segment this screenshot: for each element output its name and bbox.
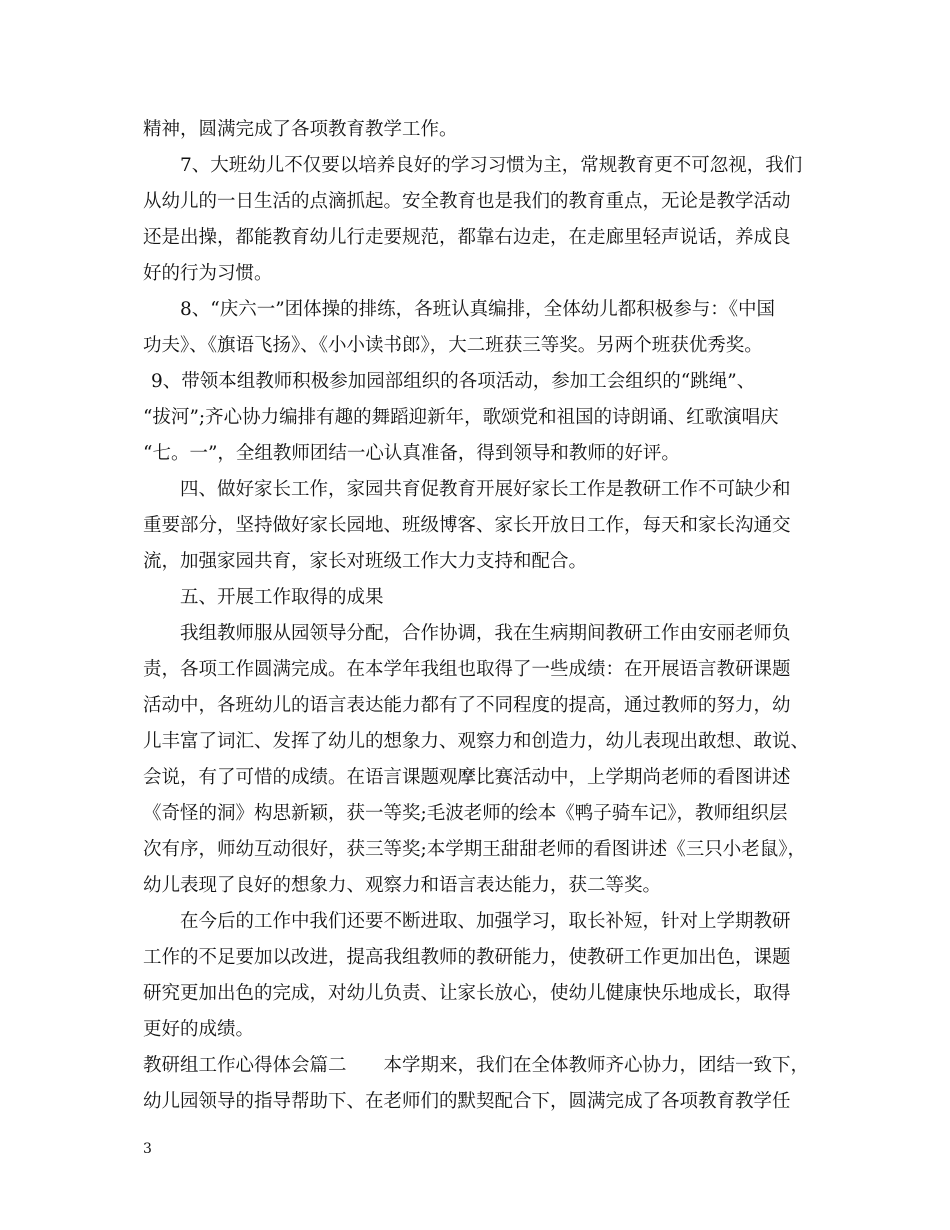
text-line-21: 次有序，师幼互动很好，获三等奖;本学期王甜甜老师的看图讲述《三只小老鼠》， bbox=[143, 839, 806, 860]
text-line-14: 五、开展工作取得的成果 bbox=[180, 587, 384, 608]
text-line-5: 好的行为习惯。 bbox=[143, 263, 273, 284]
text-line-10: “七。一”，全组教师团结一心认真准备，得到领导和教师的好评。 bbox=[143, 443, 680, 464]
text-line-12: 重要部分，坚持做好家长园地、班级博客、家长开放日工作，每天和家长沟通交 bbox=[143, 515, 791, 536]
text-line-26: 更好的成绩。 bbox=[143, 1019, 255, 1040]
text-line-23: 在今后的工作中我们还要不断进取、加强学习，取长补短，针对上学期教研 bbox=[180, 911, 791, 932]
text-line-18: 儿丰富了词汇、发挥了幼儿的想象力、观察力和创造力，幼儿表现出敢想、敢说、 bbox=[143, 731, 810, 752]
text-line-8: 9、带领本组教师积极参加园部组织的各项活动，参加工会组织的“跳绳”、 bbox=[151, 371, 756, 392]
text-line-16: 责，各项工作圆满完成。在本学年我组也取得了一些成绩：在开展语言教研课题 bbox=[143, 659, 791, 680]
page-number: 3 bbox=[143, 1141, 152, 1157]
text-line-25: 研究更加出色的完成，对幼儿负责、让家长放心，使幼儿健康快乐地成长，取得 bbox=[143, 983, 791, 1004]
text-line-22: 幼儿表现了良好的想象力、观察力和语言表达能力，获二等奖。 bbox=[143, 875, 662, 896]
text-line-28: 幼儿园领导的指导帮助下、在老师们的默契配合下，圆满完成了各项教育教学任 bbox=[143, 1091, 791, 1112]
text-line-17: 活动中，各班幼儿的语言表达能力都有了不同程度的提高，通过教师的努力，幼 bbox=[143, 695, 791, 716]
text-line-6: 8、“庆六一”团体操的排练，各班认真编排，全体幼儿都积极参与：《中国 bbox=[180, 299, 775, 320]
text-line-13: 流，加强家园共育，家长对班级工作大力支持和配合。 bbox=[143, 551, 588, 572]
text-line-1: 精神，圆满完成了各项教育教学工作。 bbox=[143, 119, 458, 140]
text-line-24: 工作的不足要加以改进，提高我组教师的教研能力，使教研工作更加出色，课题 bbox=[143, 947, 791, 968]
text-line-11: 四、做好家长工作，家园共育促教育开展好家长工作是教研工作不可缺少和 bbox=[180, 479, 791, 500]
text-line-3: 从幼儿的一日生活的点滴抓起。安全教育也是我们的教育重点，无论是教学活动 bbox=[143, 191, 791, 212]
document-body bbox=[143, 112, 823, 1120]
text-line-9: “拔河”;齐心协力编排有趣的舞蹈迎新年，歌颂党和祖国的诗朗诵、红歌演唱庆 bbox=[143, 407, 779, 428]
text-line-15: 我组教师服从园领导分配，合作协调，我在生病期间教研工作由安丽老师负 bbox=[180, 623, 791, 644]
text-line-2: 7、大班幼儿不仅要以培养良好的学习习惯为主，常规教育更不可忽视，我们 bbox=[180, 155, 803, 176]
text-line-19: 会说，有了可惜的成绩。在语言课题观摩比赛活动中，上学期尚老师的看图讲述 bbox=[143, 767, 791, 788]
text-line-7: 功夫》、《旗语飞扬》、《小小读书郎》，大二班获三等奖。另两个班获优秀奖。 bbox=[143, 335, 763, 356]
text-line-27: 教研组工作心得体会篇二 本学期来，我们在全体教师齐心协力，团结一致下， bbox=[143, 1055, 810, 1076]
text-line-4: 还是出操，都能教育幼儿行走要规范，都靠右边走，在走廊里轻声说话，养成良 bbox=[143, 227, 791, 248]
text-line-20: 《奇怪的洞》构思新颖，获一等奖;毛波老师的绘本《鸭子骑车记》，教师组织层 bbox=[143, 803, 788, 824]
